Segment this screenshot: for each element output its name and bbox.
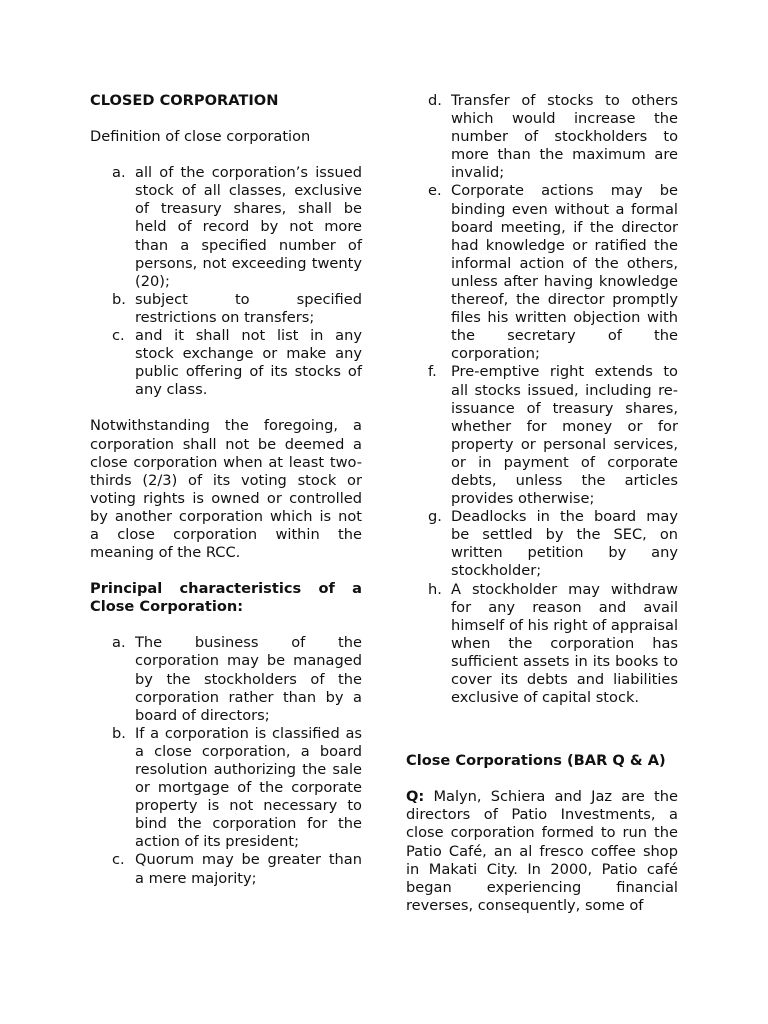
list-item: c. and it shall not list in any stock exchange or make any public offering of its stocks of any class. [112,327,362,399]
notwithstanding-paragraph: Notwithstanding the foregoing, a corporation shall not be deemed a close corporation when at least two-thirds (2/3) of its voting stock or voting rights is owned or controlled by another corporation which is not a close corporation within the meaning of the RCC. [90,417,362,562]
left-column [90,92,362,888]
bar-qa-heading: Close Corporations (BAR Q & A) [406,752,666,770]
list-item: d. Transfer of stocks to others which would increase the number of stockholders to more than the maximum are invalid; [428,92,678,182]
characteristics-list-left [90,634,362,887]
question-text: Malyn, Schiera and Jaz are the directors of Patio Investments, a close corporation formed to run the Patio Café, an al fresco coffee shop in Makati City. In 2000, Patio café began experiencing financial reverses, consequently, some of [406,788,678,914]
document-title: CLOSED CORPORATION [90,92,279,109]
list-item: a. all of the corporation’s issued stock of all classes, exclusive of treasury shares, shall be held of record by not more than a specified number of persons, not exceeding twenty (20); [112,164,362,290]
characteristics-heading: Principal characteristics of a Close Corporation: [90,580,362,616]
list-item: h. A stockholder may withdraw for any reason and avail himself of his right of appraisal when the corporation has sufficient assets in its books to cover its debts and liabilities exclusive of capital stock. [428,580,678,707]
question-paragraph [406,788,678,915]
list-item: e. Corporate actions may be binding even without a formal board meeting, if the director had knowledge or ratified the informal action of the others, unless after having knowledge thereof, the director promptly files his written objection with the secretary of the corporation; [428,182,678,363]
list-item: c. Quorum may be greater than a mere majority; [112,851,362,887]
list-item: g. Deadlocks in the board may be settled by the SEC, on written petition by any stockholder; [428,508,678,580]
definition-heading: Definition of close corporation [90,128,311,146]
characteristics-list-right [406,92,678,707]
list-item: b. If a corporation is classified as a close corporation, a board resolution authorizing the sale or mortgage of the corporate property is not necessary to bind the corporation for the action of its president; [112,724,362,851]
question-label: Q: [406,788,425,806]
right-column [406,92,678,915]
list-item: f. Pre-emptive right extends to all stocks issued, including re-issuance of treasury shares, whether for money or for property or personal services, or in payment of corporate debts, unless the articles provides otherwise; [428,363,678,508]
list-item: a. The business of the corporation may be managed by the stockholders of the corporation rather than by a board of directors; [112,634,362,724]
list-item: b. subject to specified restrictions on transfers; [112,290,362,326]
definition-list [90,164,362,399]
